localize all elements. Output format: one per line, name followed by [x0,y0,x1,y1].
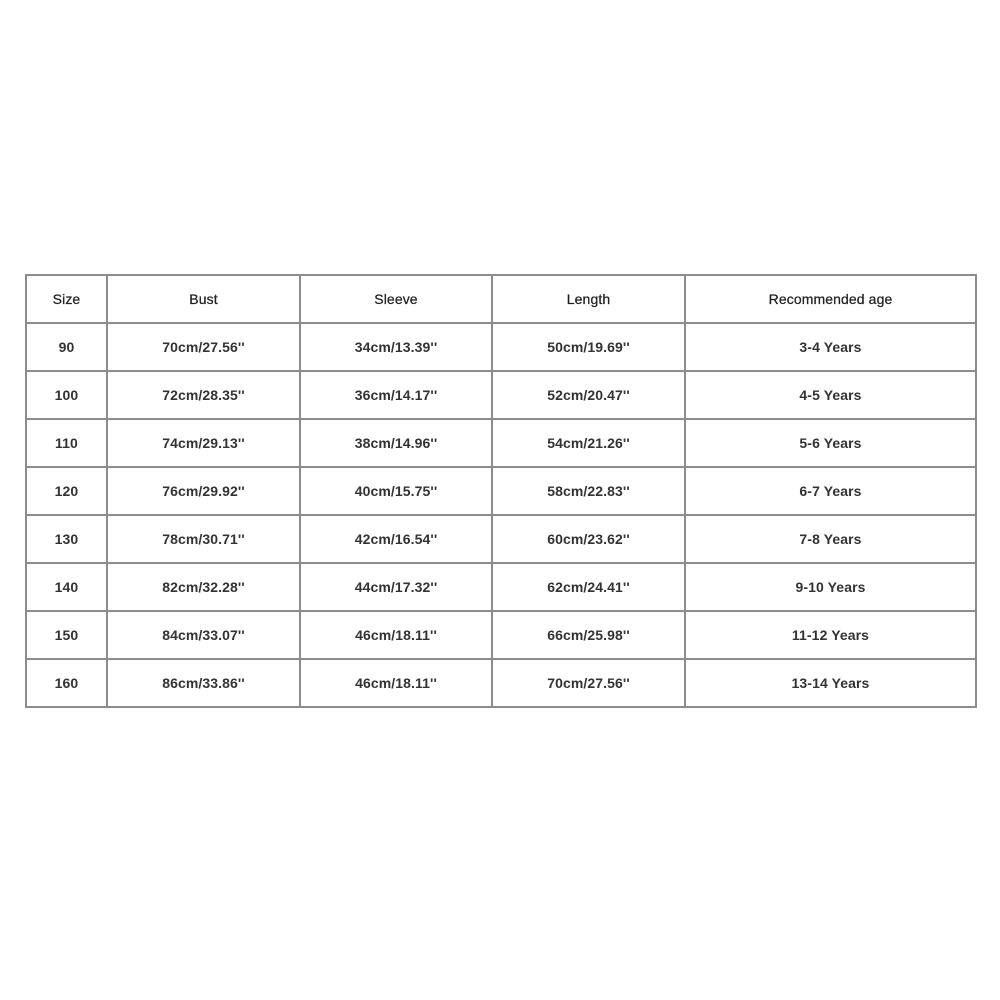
cell-bust: 72cm/28.35'' [107,371,300,419]
cell-sleeve: 46cm/18.11'' [300,611,492,659]
cell-recommended-age: 7-8 Years [685,515,976,563]
table-row [26,659,976,707]
cell-recommended-age: 11-12 Years [685,611,976,659]
cell-size: 150 [26,611,107,659]
cell-sleeve: 46cm/18.11'' [300,659,492,707]
cell-recommended-age: 9-10 Years [685,563,976,611]
header-recommended-age: Recommended age [685,275,976,323]
cell-length: 52cm/20.47'' [492,371,685,419]
cell-length: 66cm/25.98'' [492,611,685,659]
cell-recommended-age: 5-6 Years [685,419,976,467]
cell-recommended-age: 6-7 Years [685,467,976,515]
cell-length: 54cm/21.26'' [492,419,685,467]
cell-size: 100 [26,371,107,419]
table-row [26,323,976,371]
cell-sleeve: 44cm/17.32'' [300,563,492,611]
cell-recommended-age: 3-4 Years [685,323,976,371]
cell-size: 110 [26,419,107,467]
cell-size: 140 [26,563,107,611]
cell-sleeve: 38cm/14.96'' [300,419,492,467]
table-row [26,515,976,563]
header-bust: Bust [107,275,300,323]
cell-recommended-age: 4-5 Years [685,371,976,419]
cell-bust: 74cm/29.13'' [107,419,300,467]
cell-sleeve: 36cm/14.17'' [300,371,492,419]
size-chart-table [25,274,977,708]
cell-sleeve: 40cm/15.75'' [300,467,492,515]
cell-length: 60cm/23.62'' [492,515,685,563]
table-row [26,611,976,659]
cell-sleeve: 42cm/16.54'' [300,515,492,563]
cell-bust: 82cm/32.28'' [107,563,300,611]
cell-sleeve: 34cm/13.39'' [300,323,492,371]
cell-length: 70cm/27.56'' [492,659,685,707]
cell-bust: 70cm/27.56'' [107,323,300,371]
cell-size: 120 [26,467,107,515]
cell-recommended-age: 13-14 Years [685,659,976,707]
cell-size: 130 [26,515,107,563]
cell-length: 62cm/24.41'' [492,563,685,611]
cell-size: 160 [26,659,107,707]
header-length: Length [492,275,685,323]
table-row [26,563,976,611]
cell-bust: 76cm/29.92'' [107,467,300,515]
header-sleeve: Sleeve [300,275,492,323]
cell-bust: 78cm/30.71'' [107,515,300,563]
table-row [26,419,976,467]
cell-bust: 84cm/33.07'' [107,611,300,659]
cell-length: 50cm/19.69'' [492,323,685,371]
table-row [26,371,976,419]
table-row [26,467,976,515]
header-row [26,275,976,323]
cell-size: 90 [26,323,107,371]
cell-bust: 86cm/33.86'' [107,659,300,707]
header-size: Size [26,275,107,323]
cell-length: 58cm/22.83'' [492,467,685,515]
